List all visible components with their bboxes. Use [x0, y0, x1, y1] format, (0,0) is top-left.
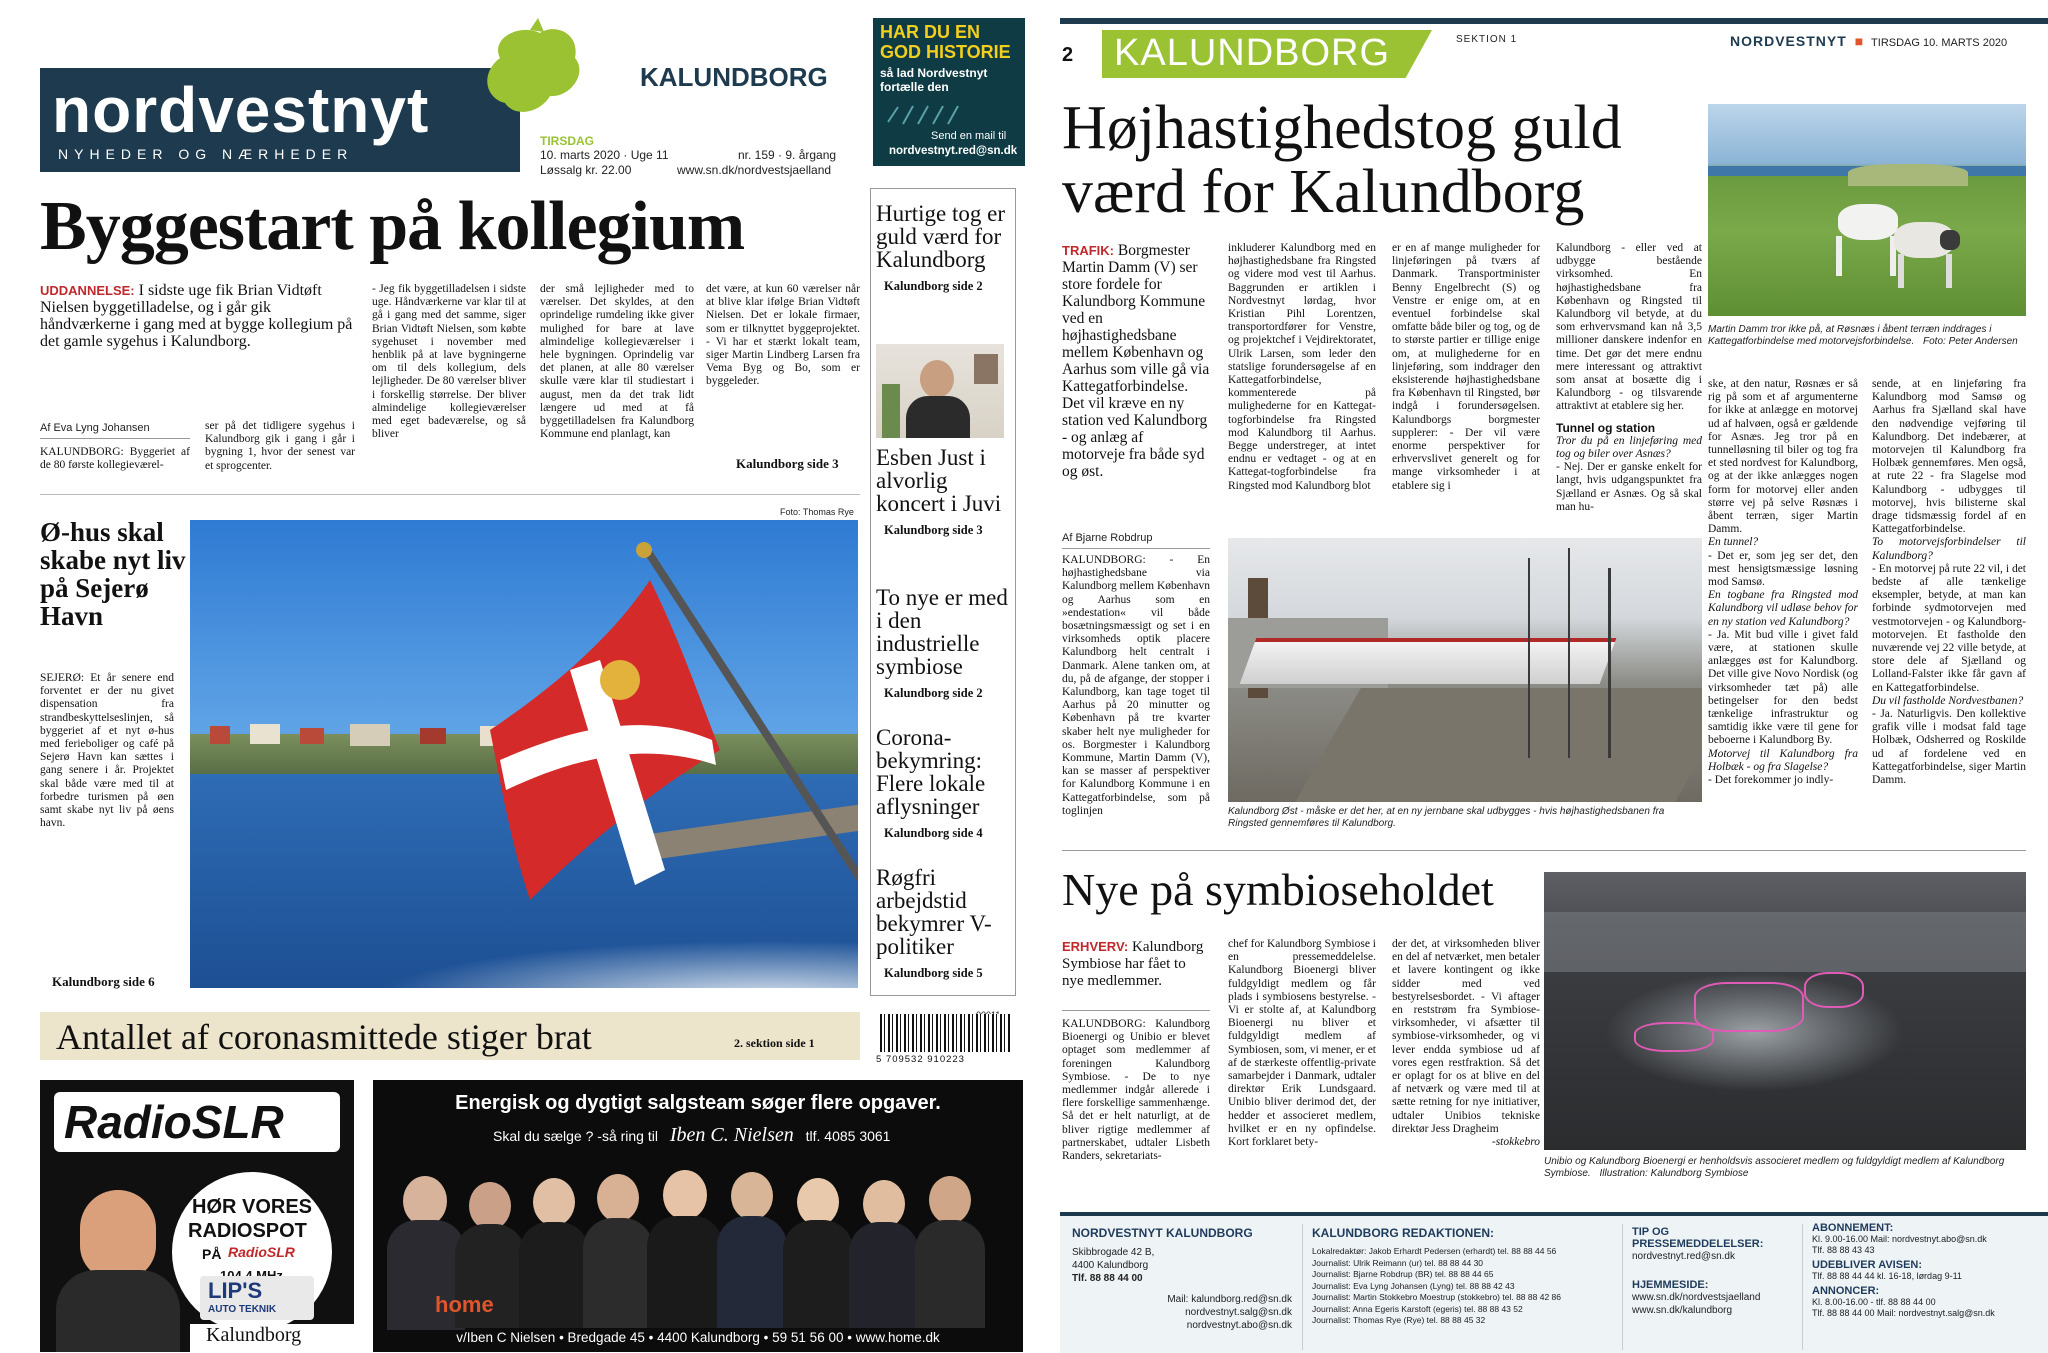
section-label: SEKTION 1 — [1456, 34, 1518, 45]
footer-col2-line4: Journalist: Eva Lyng Johansen (Lyng) tel. 88 88 42 43 — [1312, 1280, 1515, 1291]
lead-headline: Byggestart på kollegium — [40, 188, 745, 265]
masthead-logo: nordvestnyt — [52, 74, 430, 146]
footer-col1-title: NORDVESTNYT KALUNDBORG — [1072, 1226, 1253, 1240]
home-ad-phone: tlf. 4085 3061 — [805, 1128, 891, 1144]
footer-col3-web2[interactable]: www.sn.dk/kalundborg — [1632, 1305, 1733, 1316]
flag-photo-credit: Foto: Thomas Rye — [780, 507, 854, 517]
radio-bubble-line1: HØR VORES — [192, 1196, 313, 1218]
masthead — [40, 68, 520, 172]
main-col-f2: - En motorvej på rute 22 vil, i det bedste af alle tænkelige eksempler, betyde, at man kan forbinde sydmotorvejen med vestmotorvejen - og Kalundborg-motorvejen. Et fastholde den nuværende vej 22 ville betyde, at store dele af Sjælland og Lolland-Falster ikke får gavn af en Kattegatforbindelse. — [1872, 562, 2026, 694]
footer-col2-line2: Journalist: Ulrik Reimann (ur) tel. 88 88 44 30 — [1312, 1257, 1484, 1268]
side-story-ref: Kalundborg side 6 — [52, 974, 155, 989]
footer-col3-web1[interactable]: www.sn.dk/nordvestsjaelland — [1632, 1292, 1761, 1303]
tip-box — [873, 18, 1025, 166]
main-col-a: KALUNDBORG: - En højhastighedsbane via Kalundborg mellem København og Aarhus som en »endestation« vil både bosætningsmæssigt og set i en virksomheds optik placere Kalundborg helt centralt i Danmark. Alene tanken om, at du, på de afgange, der stopper i Kalundborg, kan tage toget til Aarhus på 20 minutter og København på tre kvarter skaber helt nye muligheder for os. Borgmester i Kalundborg Kommune, Martin Damm (V), kan se masser af perspektiver for Kalundborg Kommune i en Kattegatforbindelse, som på toglinjen — [1062, 554, 1210, 817]
main-lead — [1062, 242, 1210, 480]
lead-intro-text: I sidste uge fik Brian Vidtøft Nielsen byggetilladelse, og i går gik håndværkerne i gang med at bygge kollegium på det gamle sygehus i Kalundborg. — [40, 282, 353, 350]
train-station-photo — [1228, 538, 1702, 802]
radio-ad[interactable] — [40, 1080, 354, 1352]
second-col-c — [1392, 938, 1540, 1149]
footer-col1-mail3[interactable]: nordvestnyt.abo@sn.dk — [1186, 1320, 1292, 1331]
barcode — [876, 1010, 1016, 1066]
corona-banner-text: Antallet af coronasmittede stiger brat — [56, 1017, 592, 1057]
main-q2: En tunnel? — [1708, 536, 1759, 549]
main-col-e4: - Det forekommer jo indly- — [1708, 774, 1834, 787]
home-ad-call — [493, 1124, 890, 1147]
teaser-3-title: To nye er med i den industrielle symbiose — [876, 585, 1008, 679]
second-col-a: KALUNDBORG: Kalundborg Bioenergi og Unibio er blevet optaget som medlemmer af foreningen Kalundborg Symbiose. - De to nye medlemmer indgår allerede i flere forskellige sammenhænge. Så det er helt naturligt, at de bliver rigtige medlemmer af partnerskabet, udtaler Lisbeth Randers, sekretariats- — [1062, 1018, 1210, 1163]
footer-col1-line1: Skibbrogade 42 B, — [1072, 1247, 1155, 1258]
main-col-d — [1556, 242, 1702, 514]
second-headline: Nye på symbioseholdet — [1062, 864, 1494, 915]
side-story-headline: Ø-hus skal skabe nyt liv på Sejerø Havn — [40, 517, 186, 631]
main-subhead: Tunnel og station — [1556, 420, 1656, 435]
tip-headline: HAR DU EN GOD HISTORIE — [880, 22, 1011, 62]
symbiose-aerial-photo — [1544, 872, 2026, 1150]
corona-banner[interactable] — [40, 1012, 860, 1060]
footer-col4-line1: Kl. 9.00-16.00 Mail: nordvestnyt.abo@sn.dk — [1812, 1234, 1987, 1244]
main-q1: Tror du på en linjeføring med tog og biler over Asnæs? — [1556, 434, 1702, 461]
main-col-e — [1708, 378, 1858, 787]
teaser-1-title: Hurtige tog er guld værd for Kalundborg — [876, 201, 1006, 272]
main-col-f3: - Ja. Naturligvis. Den kollektive grafik ville i modsat fald tage Holbæk, Odsherred og Roskilde ud af fordelene ved en Kattegatforbindelse, siger Martin Damm. — [1872, 708, 2026, 787]
main-lead-text: Borgmester Martin Damm (V) ser store fordele for Kalundborg Kommune ved en højhastighedsbane mellem København og Aarhus som ville gå via Kattegatforbindelse. Det vil kræve en ny station ved Kalundborg - og anlæg af motorveje fra både syd og øst. — [1062, 242, 1210, 480]
side-story-text: SEJERØ: Et år senere end forventet er der nu givet dispensation fra strandbeskyttelseslinjen, så byggeriet af et nyt ø-hus med ferieboliger og café på Sejerø Havn kan sættes i gang senere i år. Projektet skal både være med til at forbedre turismen på øen samt skabe nyt liv på øens havn. — [40, 672, 174, 830]
teaser-5[interactable] — [876, 866, 1012, 981]
footer-col4-line4: Kl. 8.00-16.00 - tlf. 88 88 44 00 — [1812, 1297, 1936, 1307]
train-photo-caption: Kalundborg Øst - måske er det her, at en ny jernbane skal udbygges - hvis højhastighedsbanen fra Ringsted gennemføres til Kalundborg. — [1228, 806, 1665, 829]
footer-col4-line3: Tlf. 88 88 44 44 kl. 16-18, lørdag 9-11 — [1812, 1271, 1962, 1281]
footer-col2-line7: Journalist: Thomas Rye (Rye) tel. 88 88 45 32 — [1312, 1315, 1486, 1325]
issue-price: Løssalg kr. 22.00 — [540, 163, 632, 177]
danish-flag-icon — [490, 580, 720, 900]
section-name: KALUNDBORG — [1114, 32, 1391, 74]
lead-col-5: det være, at kun 60 værelser når at blive klar ifølge Brian Vidtøft Nielsen. Det er lokale firmaer, som er tilknyttet byggeprojektet. - Vi har et stærkt lokalt team, siger Martin Lindberg Larsen fra Vema Byg og Bo, som er byggeleder. — [706, 283, 860, 388]
page-number: 2 — [1062, 44, 1074, 66]
footer-col1-line3: Tlf. 88 88 44 00 — [1072, 1273, 1143, 1284]
main-col-d-text: Kalundborg - eller ved at udbygge bestående virksomhed. En højhastighedsbane fra København og Ringsted til Kalundborg vil betyde, at du som erhvervsmand kan nå 3,5 millioner danskere indenfor en time. Det gør det mere endnu mere interessant og attraktivt som ansat at bosætte dig i Kalundborg - og tilsvarende attraktivt at etablere sig her. — [1556, 242, 1702, 413]
footer-col4-line5: Tlf. 88 88 44 00 Mail: nordvestnyt.salg@sn.dk — [1812, 1308, 1995, 1318]
main-q5: To motorvejsforbindelser til Kalundborg? — [1872, 536, 2026, 562]
teaser-2-ref: Kalundborg side 3 — [884, 523, 983, 537]
footer-col2-title: KALUNDBORG REDAKTIONEN: — [1312, 1226, 1494, 1240]
issue-date: 10. marts 2020 · Uge 11 — [540, 148, 669, 162]
teaser-2[interactable] — [876, 446, 1012, 538]
main-col-e2: - Det er, som jeg ser det, den mest hensigtsmæssige løsning mod Samsø. — [1708, 549, 1858, 589]
footer-col-1 — [1072, 1226, 1292, 1332]
symbiose-photo-credit: Illustration: Kalundborg Symbiose — [1599, 1168, 1749, 1179]
footer-col1-line2: 4400 Kalundborg — [1072, 1260, 1149, 1271]
second-lead-text: Kalundborg Symbiose har fået to nye medlemmer. — [1062, 939, 1204, 989]
footer-col2-line6: Journalist: Anna Egeris Karstoft (egeris) tel. 88 88 43 52 — [1312, 1303, 1523, 1314]
footer-col2-line5: Journalist: Martin Stokkebro Moestrup (stokkebro) tel. 88 88 42 86 — [1312, 1292, 1561, 1302]
teaser-1[interactable] — [876, 202, 1012, 294]
right-brand-name: NORDVESTNYT — [1730, 33, 1847, 49]
flag-harbour-photo — [190, 520, 858, 988]
pen-stroke-icon — [883, 102, 1013, 128]
radio-bubble-logo: RadioSLR — [228, 1244, 295, 1260]
footer-col-2 — [1312, 1226, 1612, 1327]
footer-col1-mail2[interactable]: nordvestnyt.salg@sn.dk — [1185, 1307, 1292, 1318]
teaser-4[interactable] — [876, 726, 1012, 841]
teaser-4-title: Corona-bekymring: Flere lokale aflysninger — [876, 725, 986, 819]
tip-mail[interactable]: nordvestnyt.red@sn.dk — [889, 145, 1018, 157]
issue-day: TIRSDAG — [540, 134, 594, 148]
lead-intro — [40, 282, 354, 350]
corona-banner-ref: 2. sektion side 1 — [734, 1036, 815, 1050]
lips-sponsor-bottom: AUTO TEKNIK — [208, 1304, 277, 1315]
main-q3: En togbane fra Ringsted mod Kalundborg vil udløse behov for en ny station ved Kalundborg? — [1708, 589, 1858, 628]
right-brand: NORDVESTNYT ■ TIRSDAG 10. MARTS 2020 — [1730, 33, 2008, 49]
symbiose-photo-caption — [1544, 1156, 2026, 1180]
footer-col-3 — [1632, 1226, 1792, 1317]
tip-sub: så lad Nordvestnyt fortælle den — [880, 66, 988, 94]
teaser-1-ref: Kalundborg side 2 — [884, 279, 983, 293]
teaser-4-ref: Kalundborg side 4 — [884, 826, 983, 840]
teaser-2-title: Esben Just i alvorlig koncert i Juvi — [876, 445, 1002, 516]
teaser-3[interactable] — [876, 586, 1012, 701]
page-2 — [1040, 0, 2048, 1353]
radio-bubble-line3: PÅ — [202, 1246, 222, 1262]
footer-col4-line2: Tlf. 88 88 43 43 — [1812, 1245, 1875, 1255]
home-ad-call-line: Skal du sælge ? -så ring til — [493, 1128, 658, 1144]
second-col-c-text: der det, at virksomheden bliver en del af netværket, men betaler et lavere kontingent og ikke sidder med ved bestyrelsesbordet. - Vi aftager en reststrøm fra Symbiose-virksomheder, vi afsætter til symbiose-virksomheder, og vi lever endda symbiose ud af vores egen restfraktion. Så det er oplagt for os at blive en del af netværk og være med til at sætte retning for nye initiativer, udtaler Unibios tekniske direktør Jess Dragheim — [1392, 938, 1540, 1135]
lips-sponsor-top: LIP'S — [208, 1278, 263, 1303]
home-ad-footer: v/Iben C Nielsen • Bredgade 45 • 4400 Kalundborg • 59 51 56 00 • www.home.dk — [456, 1330, 940, 1345]
horses-photo-caption — [1708, 324, 2026, 348]
footer-col1-mail[interactable]: Mail: kalundborg.red@sn.dk — [1167, 1294, 1292, 1305]
teaser-5-title: Røgfri arbejdstid bekymrer V-politiker — [876, 865, 992, 959]
main-col-c: er en af mange muligheder for linjeføringen på tværs af Danmark. Transportminister Benny Engelbrecht (S) og Venstre er enige om, at en eventuel forbindelse skal omfatte både biler og tog, og de to største partier er tillige enige om, at mulighederne for en linjeføring, som inddrager den eksisterende højhastighedsbane fra København til Ringsted, bør indgå i forundersøgelsen. Kalundborgs borgmester supplerer: - Der vil være enorme perspektiver for erhvervslivet generelt og for mange virksomheder i at etablere sig i — [1392, 242, 1540, 492]
main-byline: Af Bjarne Robdrup — [1062, 532, 1153, 544]
issue-number: nr. 159 · 9. årgang — [738, 148, 837, 162]
teaser-portrait-photo — [876, 344, 1004, 438]
footer-col3-title2: HJEMMESIDE: — [1632, 1279, 1709, 1291]
masthead-tagline: NYHEDER OG NÆRHEDER — [58, 146, 354, 162]
teaser-3-ref: Kalundborg side 2 — [884, 686, 983, 700]
teaser-5-ref: Kalundborg side 5 — [884, 966, 983, 980]
main-col-f-text: sende, at en linjeføring fra Kalundborg mod Samsø og Aarhus fra Sjælland skal have den nødvendige vejføring til Kalundborg. Det indebærer, at motorvejen til Kalundborg fra Holbæk gennemføres. Men også, at rute 22 - fra Slagelse mod Kalundborg - udbygges til motorvej, hvis bilisterne skal drage tidsmæssig fordel af en Kattegatforbindelse. — [1872, 378, 2026, 536]
lead-kicker: UDDANNELSE: — [40, 283, 135, 298]
second-kicker: ERHVERV: — [1062, 939, 1129, 954]
lead-ref: Kalundborg side 3 — [736, 456, 839, 471]
lead-col-3: - Jeg fik byggetilladelsen i sidste uge. Håndværkerne var klar til at gå i gang med det samme, siger Brian Vidtøft Nielsen, som købte sygehuset i november med henblik på at lave bygningerne om til dels kollegium, dels lejligheder. De 80 værelser bliver i forskellig størrelse. Der bliver almindelige kollegieværelser med eget badeværelse, og så bliver — [372, 283, 526, 441]
main-col-f — [1872, 378, 2026, 787]
footer-col3-title: TIP OG PRESSEMEDDELELSER: — [1632, 1226, 1764, 1250]
issue-web: www.sn.dk/nordvestsjaelland — [677, 163, 832, 177]
lead-col-4: der små lejligheder med to værelser. Det skyldes, at den oprindelige rumdeling ikke giver mulighed for bare at lave almindelige kollegieværelser i hele bygningen. Oprindelig var det planen, at alle 80 værelser skulle være klar til studiestart i august, men da det trak lidt længere ud med at få byggetilladelsen fra Kalundborg Kommune end planlagt, kan — [540, 283, 694, 441]
main-col-b: inkluderer Kalundborg med en højhastighedsbane fra Ringsted og videre mod vest til Aarhus. Baggrunden er artiklen i Nordvestnyt lørdag, hvor Kristian Pihl Lorentzen, transportordfører for Venstre, og projektchef i Vejdirektoratet, Ulrik Larsen, som leder den statslige forundersøgelse af en Kattegatforbindelse, kommenterede på mulighederne for en Kattegat-togforbindelse fra Ringsted mod Kalundborg til Aarhus. Begge understreger, at intet endnu er vedtaget - og at en Kattegat-togforbindelse fra Ringsted mod Kalundborg blot — [1228, 242, 1376, 492]
second-lead — [1062, 938, 1210, 990]
horses-photo — [1708, 104, 2026, 316]
home-ad-brand: home — [435, 1292, 494, 1317]
horses-photo-caption-text: Martin Damm tror ikke på, at Røsnæs i åbent terræn inddrages i Kattegatforbindelse med motorvejsforbindelse. — [1708, 324, 1992, 347]
contact-footer — [1060, 1212, 2048, 1353]
second-col-b: chef for Kalundborg Symbiose i en pressemeddelelse. Kalundborg Bioenergi bliver fuldgyldigt medlem og får plads i symbiosens bestyrelse. - Vi er stolte af, at Kalundborg Bioenergi nu bliver et fuldgyldigt medlem af Symbiosen, som, vi mener, er et af de stærkeste offentlig-private samarbejder i Danmark, udtaler direktør Erik Lundsgaard. Unibio bliver derimod det, der hedder et associeret medlem, hvilket er en ny opfindelse. Kort forklaret bety- — [1228, 938, 1376, 1149]
symbiose-caption-text: Unibio og Kalundborg Bioenergi er henholdsvis associeret medlem og fuldgyldigt medlem af Kalundborg Symbiose. — [1544, 1156, 2005, 1179]
footer-col4-title2: UDEBLIVER AVISEN: — [1812, 1259, 1923, 1271]
main-kicker: TRAFIK: — [1062, 243, 1114, 258]
second-signoff: -stokkebro — [1491, 1136, 1540, 1149]
main-headline: Højhastighedstog guld værd for Kalundborg — [1062, 94, 1622, 226]
right-brand-date: TIRSDAG 10. MARTS 2020 — [1871, 37, 2008, 49]
lead-byline: Af Eva Lyng Johansen — [40, 422, 150, 434]
lead-col-1: KALUNDBORG: Byggeriet af de 80 første kollegieværel- — [40, 446, 190, 472]
main-q6: Du vil fastholde Nordvestbanen? — [1872, 694, 2024, 707]
main-col-e3: - Ja. Mit bud ville i givet fald være, at stationen skulle anlægges øst for Kalundborg. Det ville give Novo Nordisk (og virksomheder tæt på) alle betingelser for den bedst tænkelige infrastruktur og samtidig ikke være til gene for beboerne i Kalundborg By. — [1708, 628, 1858, 747]
footer-col4-title: ABONNEMENT: — [1812, 1222, 1894, 1234]
home-ad-signature: Iben C. Nielsen — [669, 1124, 794, 1146]
home-ad-headline: Energisk og dygtigt salgsteam søger flere opgaver. — [455, 1092, 941, 1114]
barcode-number: 5 709532 910223 — [876, 1054, 965, 1065]
zealand-map-logo — [470, 18, 590, 128]
horses-photo-credit: Foto: Peter Andersen — [1923, 336, 2018, 347]
main-col-d2: - Nej. Der er ganske enkelt for langt, hvis udgangspunktet fra Sjælland er Asnæs. Og så skal man hu- — [1556, 461, 1702, 513]
footer-col-4 — [1812, 1222, 2042, 1319]
footer-col4-title3: ANNONCER: — [1812, 1285, 1880, 1297]
main-q4: Motorvej til Kalundborg fra Holbæk - og fra Slagelse? — [1708, 747, 1858, 773]
radio-ad-logo: RadioSLR — [64, 1096, 284, 1148]
home-ad[interactable] — [373, 1080, 1023, 1352]
radio-ad-town: Kalundborg — [206, 1324, 302, 1346]
main-col-e-text: ske, at den natur, Røsnæs er så rig på som et af argumenterne for ikke at anlægge en motorvej ud af halvøen, også er gældende for Asnæs. Jeg tror på en tunnelløsning til biler og tog fra et sted nordvest for Kalundborg, og at der ikke anlægges nogen form for motorvej eller anden større vej på selve Røsnæs i åbent terræn, siger Martin Damm. — [1708, 378, 1858, 536]
footer-col2-line3: Journalist: Bjarne Robdrup (BR) tel. 88 88 44 65 — [1312, 1269, 1494, 1279]
tip-mail-label: Send en mail til — [931, 130, 1007, 142]
lead-col-2: ser på det tidligere sygehus i Kalundborg gik i gang i går i bygning 1, hvor der senest var et sprogcenter. — [205, 420, 355, 472]
footer-col2-line1: Lokalredaktør: Jakob Erhardt Pedersen (erhardt) tel. 88 88 44 56 — [1312, 1246, 1557, 1256]
edition-name: KALUNDBORG — [640, 62, 828, 92]
footer-col3-line[interactable]: nordvestnyt.red@sn.dk — [1632, 1251, 1735, 1262]
radio-bubble-line2: RADIOSPOT — [188, 1220, 307, 1242]
